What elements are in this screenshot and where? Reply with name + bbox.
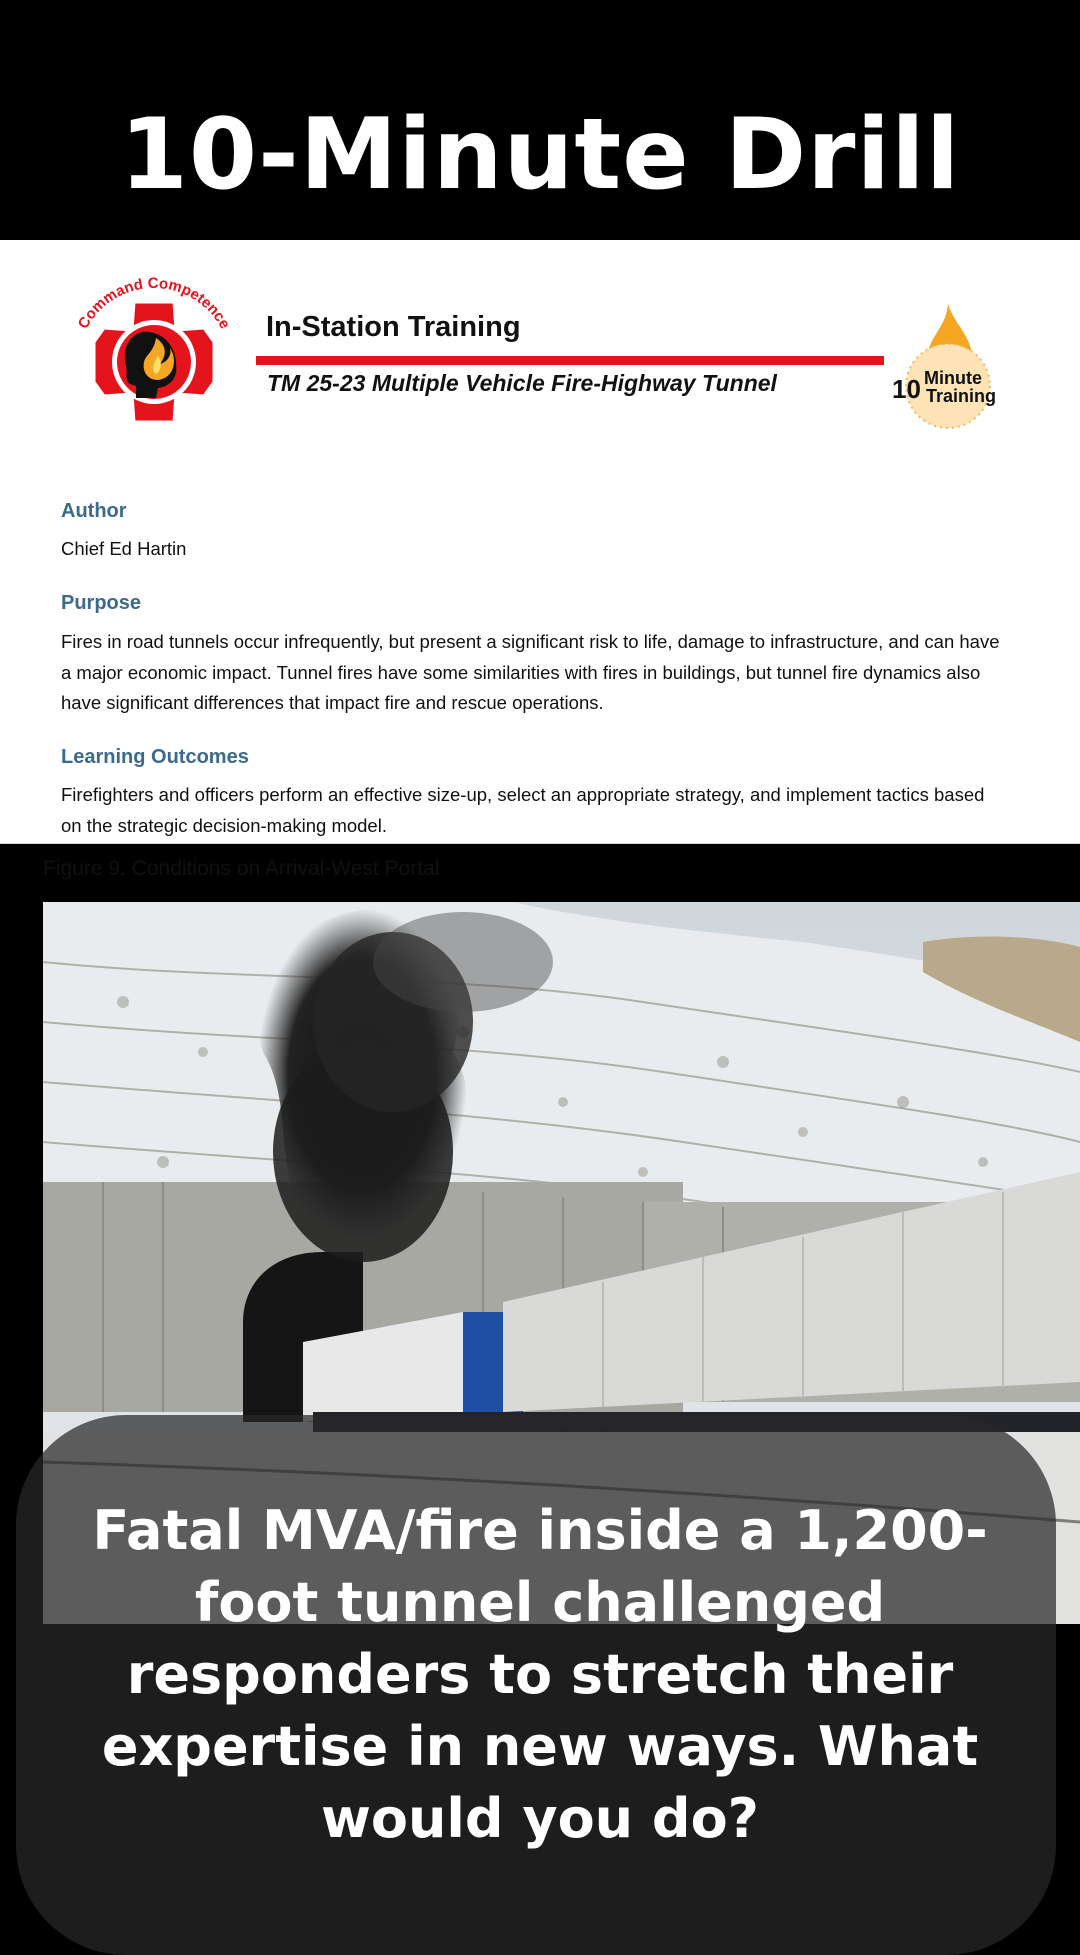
page-title: 10-Minute Drill bbox=[119, 98, 961, 212]
author-heading: Author bbox=[61, 500, 127, 522]
learning-outcomes-heading: Learning Outcomes bbox=[61, 746, 249, 768]
logo-arc-text: Command Competence bbox=[74, 274, 234, 332]
logo-badge-text: CFBT-US, LLC bbox=[126, 427, 182, 436]
overlay-caption: Fatal MVA/fire inside a 1,200-foot tunnel challenged responders to stretch their expertise in new ways. What would you do? bbox=[92, 1499, 988, 1850]
purpose-text: Fires in road tunnels occur infrequently, but present a significant risk to life, damage to infrastructure, and can have a major economic impact. Tunnel fires have some similarities with fires in buildings, but tunnel fire dynamics also have significant differences that impact fire and rescue operations. bbox=[61, 631, 1000, 713]
header-bar bbox=[0, 0, 1080, 240]
logo-word-minute: Minute bbox=[924, 368, 982, 388]
command-competence-logo bbox=[64, 272, 244, 462]
logo-number: 10 bbox=[892, 374, 921, 404]
ten-minute-training-logo bbox=[888, 300, 1008, 430]
logo-word-training: Training bbox=[926, 386, 997, 406]
author-name: Chief Ed Hartin bbox=[61, 538, 187, 559]
banner-subtitle: TM 25-23 Multiple Vehicle Fire-Highway Tunnel bbox=[267, 370, 777, 396]
page-break-divider bbox=[0, 843, 1080, 844]
banner-divider bbox=[256, 356, 884, 365]
figure-caption: Figure 9. Conditions on Arrival-West Portal bbox=[43, 857, 440, 880]
learning-outcomes-text: Firefighters and officers perform an effective size-up, select an appropriate strategy, and implement tactics based on the strategic decision-making model. bbox=[61, 784, 985, 836]
banner-title: In-Station Training bbox=[266, 311, 521, 343]
purpose-heading: Purpose bbox=[61, 592, 142, 614]
